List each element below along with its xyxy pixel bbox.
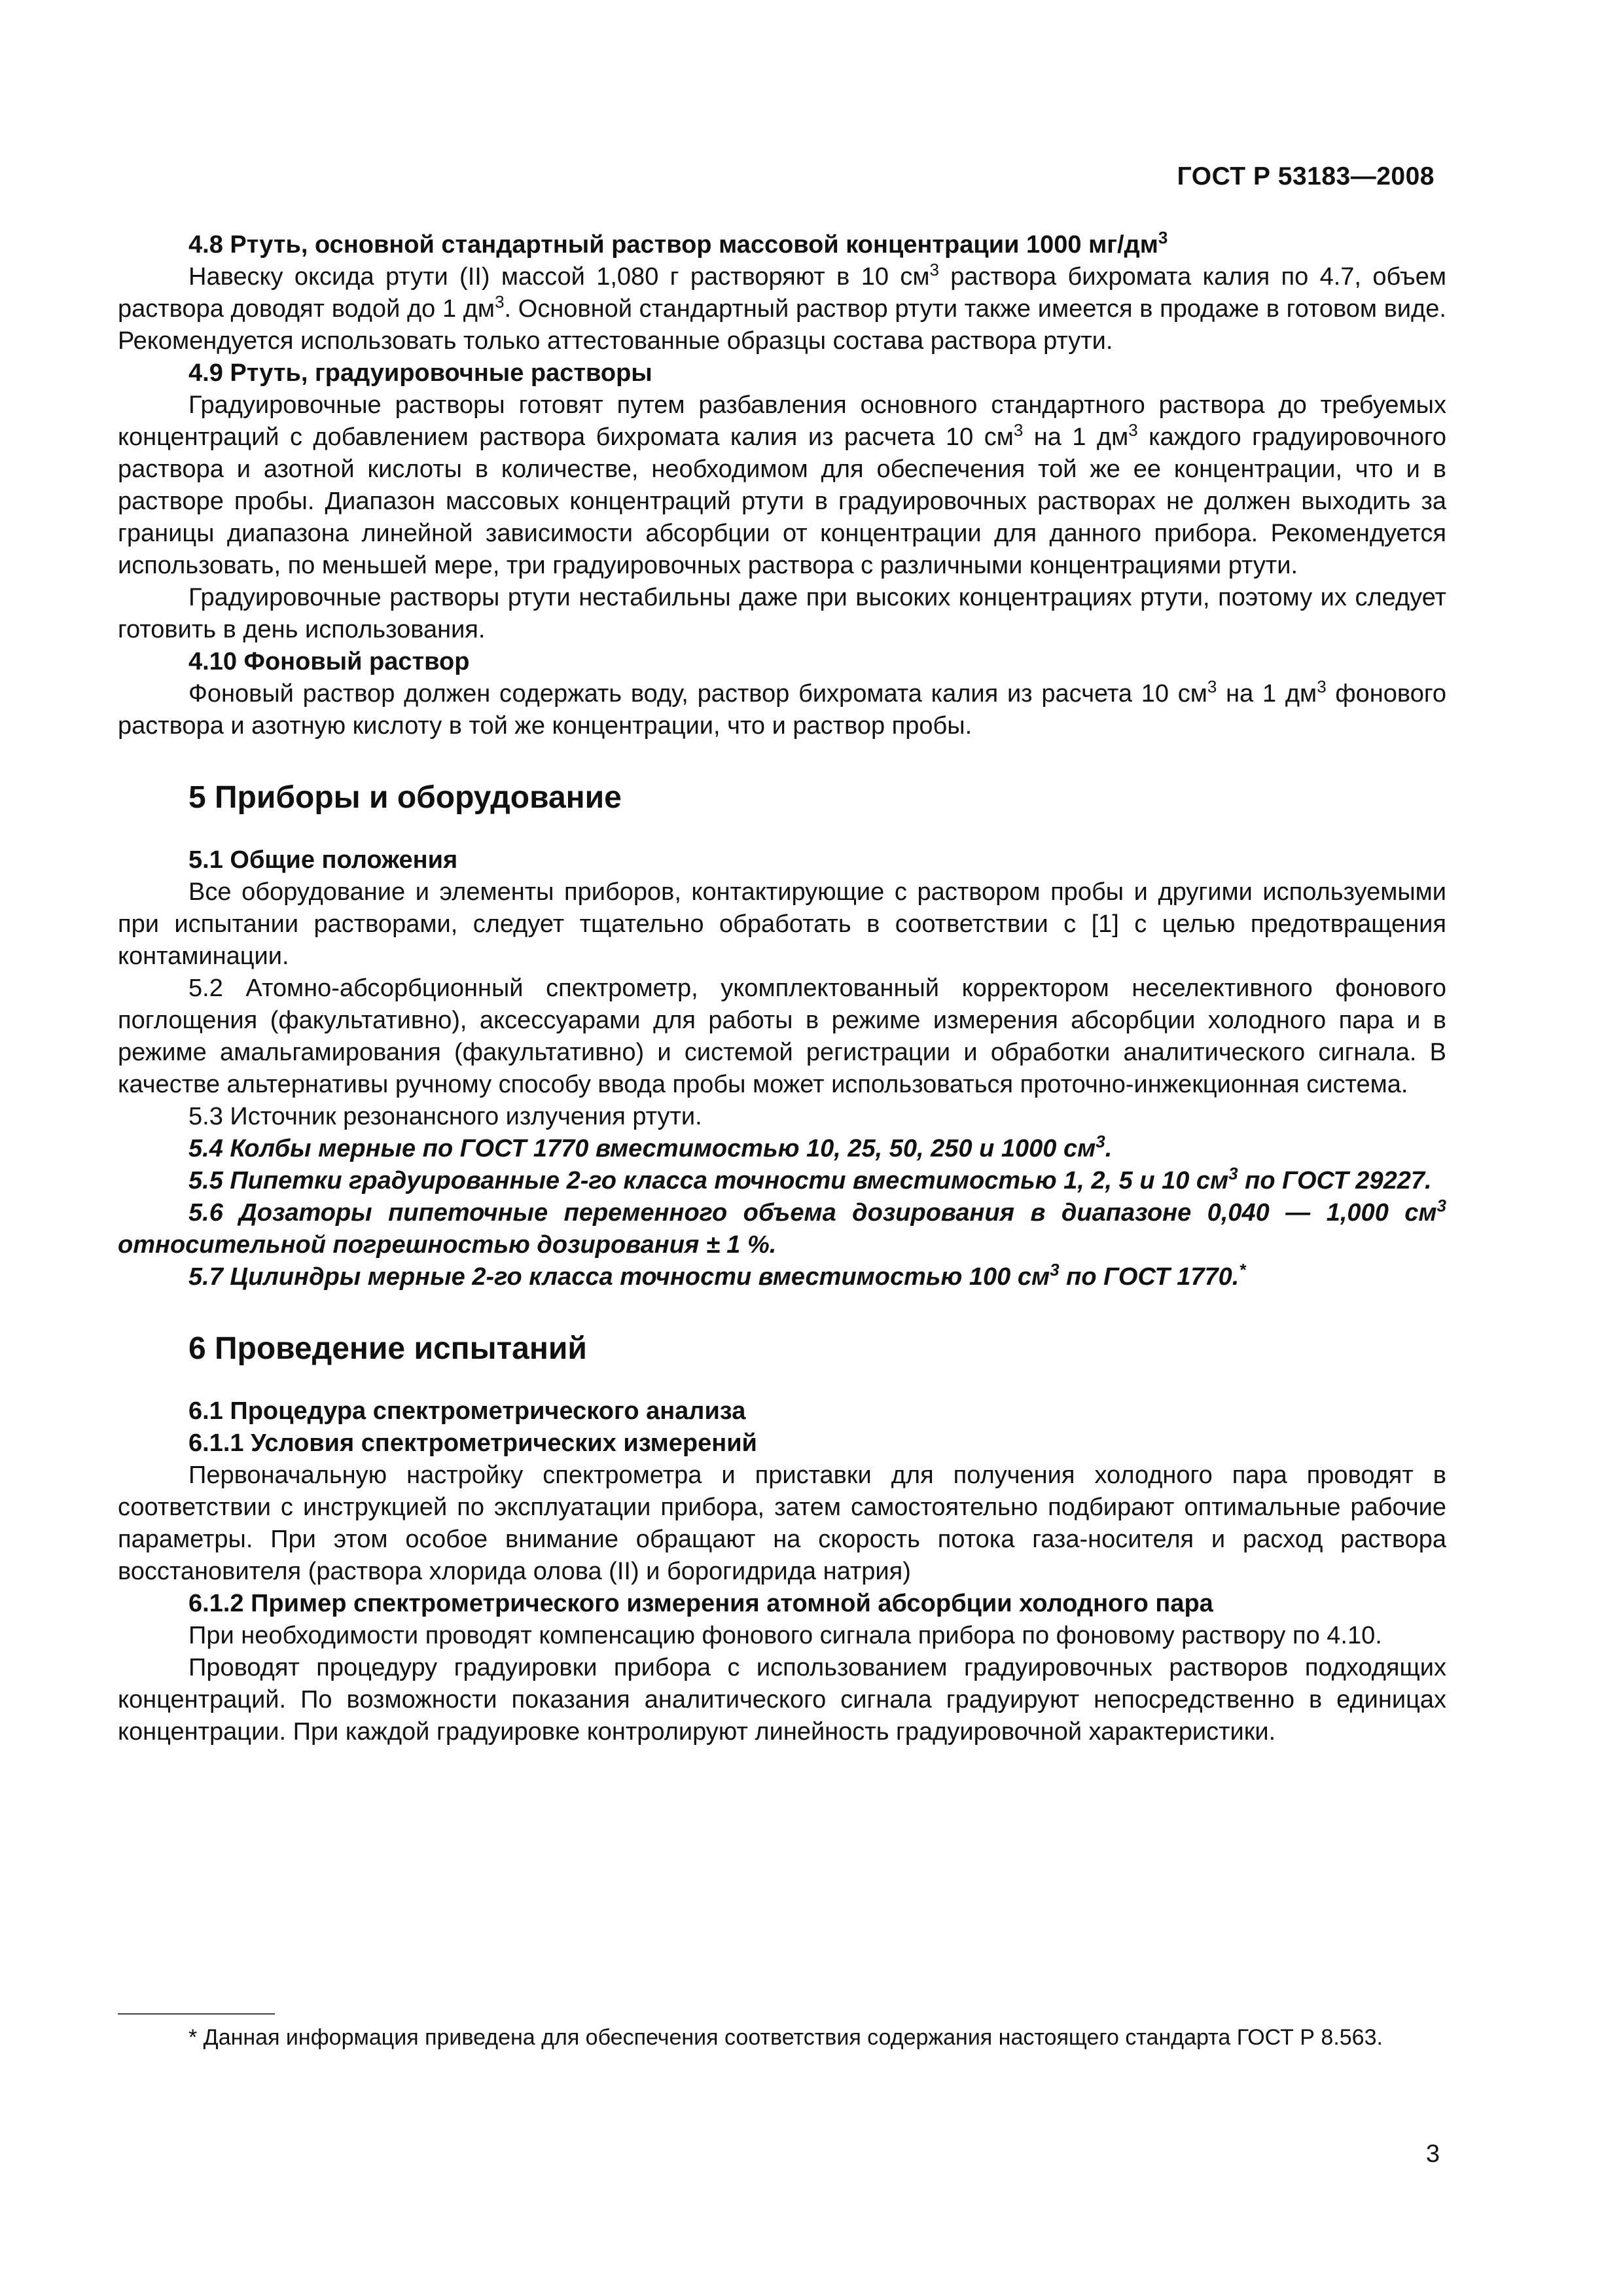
paragraph-5-7 [118, 1261, 1446, 1293]
footnote: * Данная информация приведена для обеспечения соответствия содержания настоящего стандарта ГОСТ Р 8.563. [188, 2025, 1383, 2050]
document-header: ГОСТ Р 53183—2008 [1177, 162, 1435, 190]
page-number: 3 [1425, 2140, 1440, 2168]
text-run: каждого градуировочного раствора и азотной кислоты в количестве, необходимом для обеспечения той же ее концентрации, что и в растворе пробы. Диапазон массовых концентраций ртути в градуировочных растворах не должен выходить за границы диапазона линейной зависимости абсорбции от концентрации для данного прибора. Рекомендуется использовать, по меньшей мере, три градуировочных раствора с различными концентрациями ртути. [118, 423, 1446, 579]
superscript: 3 [1096, 1132, 1105, 1151]
paragraph-5-1: Все оборудование и элементы приборов, контактирующие с раствором пробы и другими используемыми при испытании растворами, следует тщательно обработать в соответствии с [1] с целью предотвращения контаминации. [118, 878, 1446, 970]
footnote-marker: * [1239, 1260, 1246, 1280]
paragraph-4-8 [118, 261, 1446, 357]
superscript: 3 [1128, 420, 1138, 440]
superscript: 3 [1207, 677, 1217, 696]
text-run: 5.4 Колбы мерные по ГОСТ 1770 вместимостью 10, 25, 50, 250 и 1000 см [188, 1135, 1096, 1162]
superscript: 3 [495, 292, 505, 312]
text-run: . [1105, 1135, 1113, 1162]
paragraph-5-5 [118, 1165, 1446, 1197]
text-run: 5.7 Цилиндры мерные 2-го класса точности вместимостью 100 см [188, 1263, 1050, 1291]
superscript: 3 [1050, 1260, 1060, 1280]
heading-6-1-1: 6.1.1 Условия спектрометрических измерений [188, 1429, 757, 1457]
text-run: 5.6 Дозаторы пипеточные переменного объема дозирования в диапазоне 0,040 — 1,000 см [188, 1199, 1437, 1227]
paragraph-4-9-1 [118, 389, 1446, 582]
superscript: 3 [1228, 1164, 1238, 1183]
text-run: . Основной стандартный раствор ртути также имеется в продаже в готовом виде. Рекомендуется использовать только аттестованные образцы состава раствора ртути. [118, 295, 1446, 355]
text-run: на 1 дм [1023, 423, 1129, 451]
paragraph-4-9-2: Градуировочные растворы ртути нестабильны даже при высоких концентрациях ртути, поэтому их следует готовить в день использования. [118, 584, 1446, 643]
paragraph-6-1-2-b: Проводят процедуру градуировки прибора с использованием градуировочных растворов подходящих концентраций. По возможности показания аналитического сигнала градуируют непосредственно в единицах концентрации. При каждой градуировке контролируют линейность градуировочной характеристики. [118, 1654, 1446, 1746]
text-run: Градуировочные растворы готовят путем разбавления основного стандартного раствора до требуемых концентраций с добавлением раствора бихромата калия из расчета 10 см [118, 391, 1446, 451]
text-run: Навеску оксида ртути (II) массой 1,080 г растворяют в 10 см [188, 263, 930, 291]
heading-6-1: 6.1 Процедура спектрометрического анализа [188, 1397, 746, 1425]
heading-5-1: 5.1 Общие положения [188, 846, 458, 874]
text-run: фонового раствора и азотную кислоту в той же концентрации, что и раствор пробы. [118, 680, 1446, 740]
superscript: 3 [1158, 228, 1168, 247]
superscript: 3 [1317, 677, 1327, 696]
heading-4-9: 4.9 Ртуть, градуировочные растворы [188, 359, 652, 387]
text-run: 5.5 Пипетки градуированные 2-го класса точности вместимостью 1, 2, 5 и 10 см [188, 1167, 1229, 1194]
paragraph-5-3: 5.3 Источник резонансного излучения ртути. [188, 1103, 702, 1130]
heading-6-1-2: 6.1.2 Пример спектрометрического измерения атомной абсорбции холодного пара [188, 1590, 1213, 1617]
heading-4-10: 4.10 Фоновый раствор [188, 648, 470, 675]
paragraph-5-6 [118, 1197, 1446, 1261]
text-run: раствора бихромата калия по 4.7, объем раствора доводят водой до 1 дм [118, 263, 1446, 323]
paragraph-4-10 [118, 678, 1446, 742]
superscript: 3 [1013, 420, 1024, 440]
text-run: по ГОСТ 1770. [1059, 1263, 1240, 1291]
section-5-title: 5 Приборы и оборудование [188, 780, 622, 815]
paragraph-6-1-1: Первоначальную настройку спектрометра и приставки для получения холодного пара проводят в соответствии с инструкцией по эксплуатации прибора, затем самостоятельно подбирают оптимальные рабочие параметры. При этом особое внимание обращают на скорость потока газа-носителя и расход раствора восстановителя (раствора хлорида олова (II) и борогидрида натрия) [118, 1462, 1446, 1585]
superscript: 3 [1436, 1196, 1446, 1215]
text-run: Фоновый раствор должен содержать воду, раствор бихромата калия из расчета 10 см [188, 680, 1207, 708]
heading-text: 4.8 Ртуть, основной стандартный раствор массовой концентрации 1000 мг/дм [188, 231, 1158, 259]
text-run: относительной погрешностью дозирования ± 1 %. [118, 1231, 777, 1259]
heading-4-8 [188, 229, 1446, 261]
text-run: по ГОСТ 29227. [1238, 1167, 1432, 1194]
footnote-divider [118, 2013, 275, 2015]
paragraph-5-4 [118, 1133, 1446, 1165]
page-content [118, 229, 1446, 1748]
text-run: на 1 дм [1217, 680, 1317, 708]
section-6-title: 6 Проведение испытаний [188, 1331, 587, 1366]
paragraph-5-2: 5.2 Атомно-абсорбционный спектрометр, укомплектованный корректором неселективного фонового поглощения (факультативно), аксессуарами для работы в режиме измерения абсорбции холодного пара и в режиме амальгамирования (факультативно) и системой регистрации и обработки аналитического сигнала. В качестве альтернативы ручному способу ввода пробы может использоваться проточно-инжекционная система. [118, 975, 1446, 1098]
paragraph-6-1-2-a: При необходимости проводят компенсацию фонового сигнала прибора по фоновому раствору по 4.10. [188, 1622, 1382, 1649]
superscript: 3 [929, 260, 939, 279]
